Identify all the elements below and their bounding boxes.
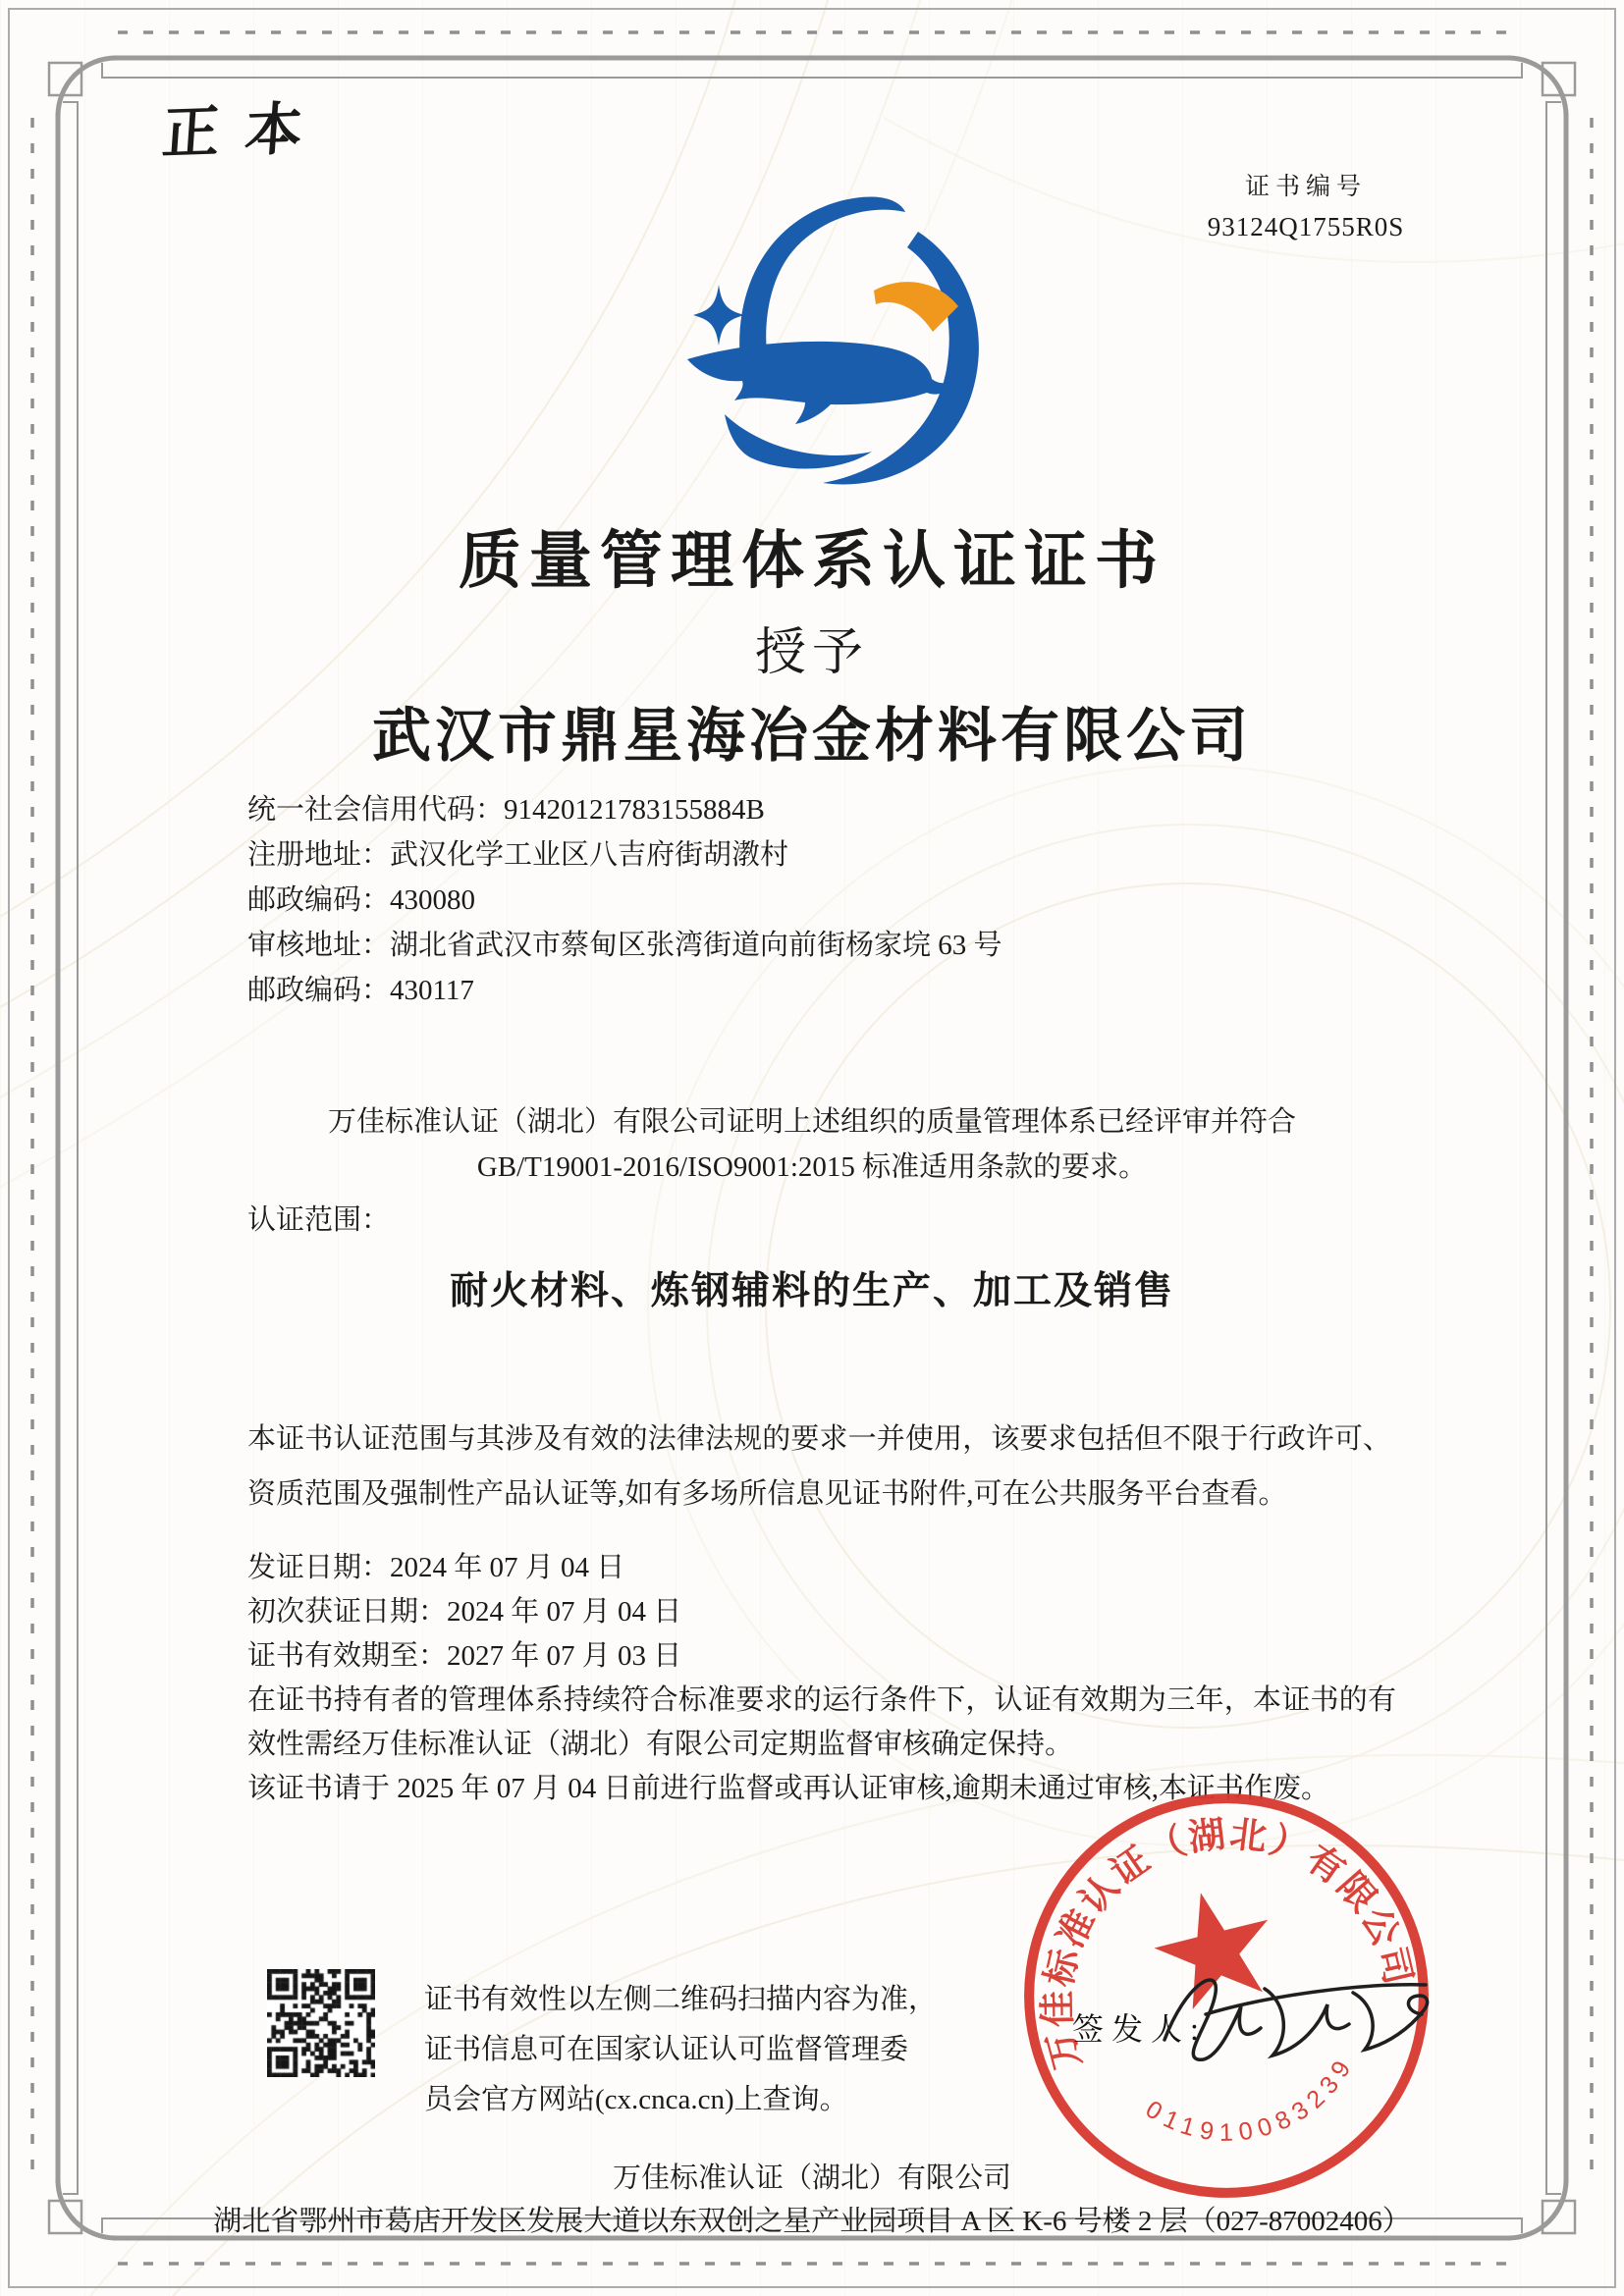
issuer-logo eagle-swirl-logo-icon [638, 147, 1031, 491]
four-point-star-icon [693, 285, 744, 346]
qr-note-line-3: 员会官方网站(cx.cnca.cn)上查询。 [424, 2084, 848, 2115]
company-name: 武汉市鼎星海冶金材料有限公司 [372, 703, 1252, 769]
seal-ring-text: 万佳标准认证（湖北）有限公司 [1038, 1814, 1419, 2073]
qr-note-line-1: 证书有效性以左侧二维码扫描内容为准， [424, 1984, 938, 2015]
copy-type-label: 正本 [160, 96, 331, 166]
scope-label: 认证范围： [247, 1204, 391, 1236]
footer-issuer-company: 万佳标准认证（湖北）有限公司 [612, 2163, 1011, 2194]
certificate-title: 质量管理体系认证证书 [459, 525, 1165, 596]
first-issue-date-line: 初次获证日期：2024 年 07 月 04 日 [247, 1596, 682, 1628]
info-line-postcode-1: 邮政编码：430080 [247, 884, 476, 916]
issue-date-line: 发证日期：2024 年 07 月 04 日 [247, 1552, 625, 1583]
qr-verification-note [424, 1975, 1003, 2125]
qr-code [267, 1969, 375, 2077]
qr-note-line-2: 证书信息可在国家认证认可监督管理委 [424, 2034, 909, 2065]
signer-label: 签发人: [1072, 2011, 1207, 2047]
statement-line-1: 万佳标准认证（湖北）有限公司证明上述组织的质量管理体系已经评审并符合 [327, 1106, 1296, 1138]
legal-note: 本证书认证范围与其涉及有效的法律法规的要求一并使用，该要求包括但不限于行政许可、资质范围及强制性产品认证等,如有多场所信息见证书附件,可在公共服务平台查看。 [247, 1423, 1391, 1510]
company-info-block [247, 787, 1386, 1013]
info-line-credit-code: 统一社会信用代码：91420121783155884B [247, 794, 765, 826]
expiry-date-line: 证书有效期至：2027 年 07 月 03 日 [247, 1640, 682, 1672]
validity-block [247, 1546, 1396, 1811]
certificate-number-label: 证书编号 [1244, 174, 1367, 200]
seal-serial-number: 011910083239 [1140, 2050, 1360, 2147]
footer-issuer-address: 湖北省鄂州市葛店开发区发展大道以东双创之星产业园项目 A 区 K-6 号楼 2 层（027-87002406） [213, 2206, 1411, 2237]
info-line-audit-address: 审核地址：湖北省武汉市蔡甸区张湾街道向前街杨家垸 63 号 [247, 930, 1002, 961]
certification-statement [157, 1099, 1467, 1190]
awarded-to-label: 授予 [754, 625, 869, 681]
validity-paragraph-2: 该证书请于 2025 年 07 月 04 日前进行监督或再认证审核,逾期未通过审核,本证书作废。 [247, 1773, 1330, 1804]
statement-line-2: GB/T19001-2016/ISO9001:2015 标准适用条款的要求。 [476, 1151, 1148, 1183]
info-line-registered-address: 注册地址：武汉化学工业区八吉府街胡漖村 [247, 839, 789, 871]
validity-paragraph-1: 在证书持有者的管理体系持续符合标准要求的运行条件下，认证有效期为三年，本证书的有效性需经万佳标准认证（湖北）有限公司定期监督审核确定保持。 [247, 1684, 1396, 1760]
issuer-signature [1147, 1936, 1441, 2103]
info-line-postcode-2: 邮政编码：430117 [247, 975, 474, 1006]
certification-scope: 耐火材料、炼钢辅料的生产、加工及销售 [449, 1270, 1174, 1312]
certificate-number-block [1193, 167, 1419, 242]
certificate-number-value: 93124Q1755R0S [1207, 212, 1405, 241]
